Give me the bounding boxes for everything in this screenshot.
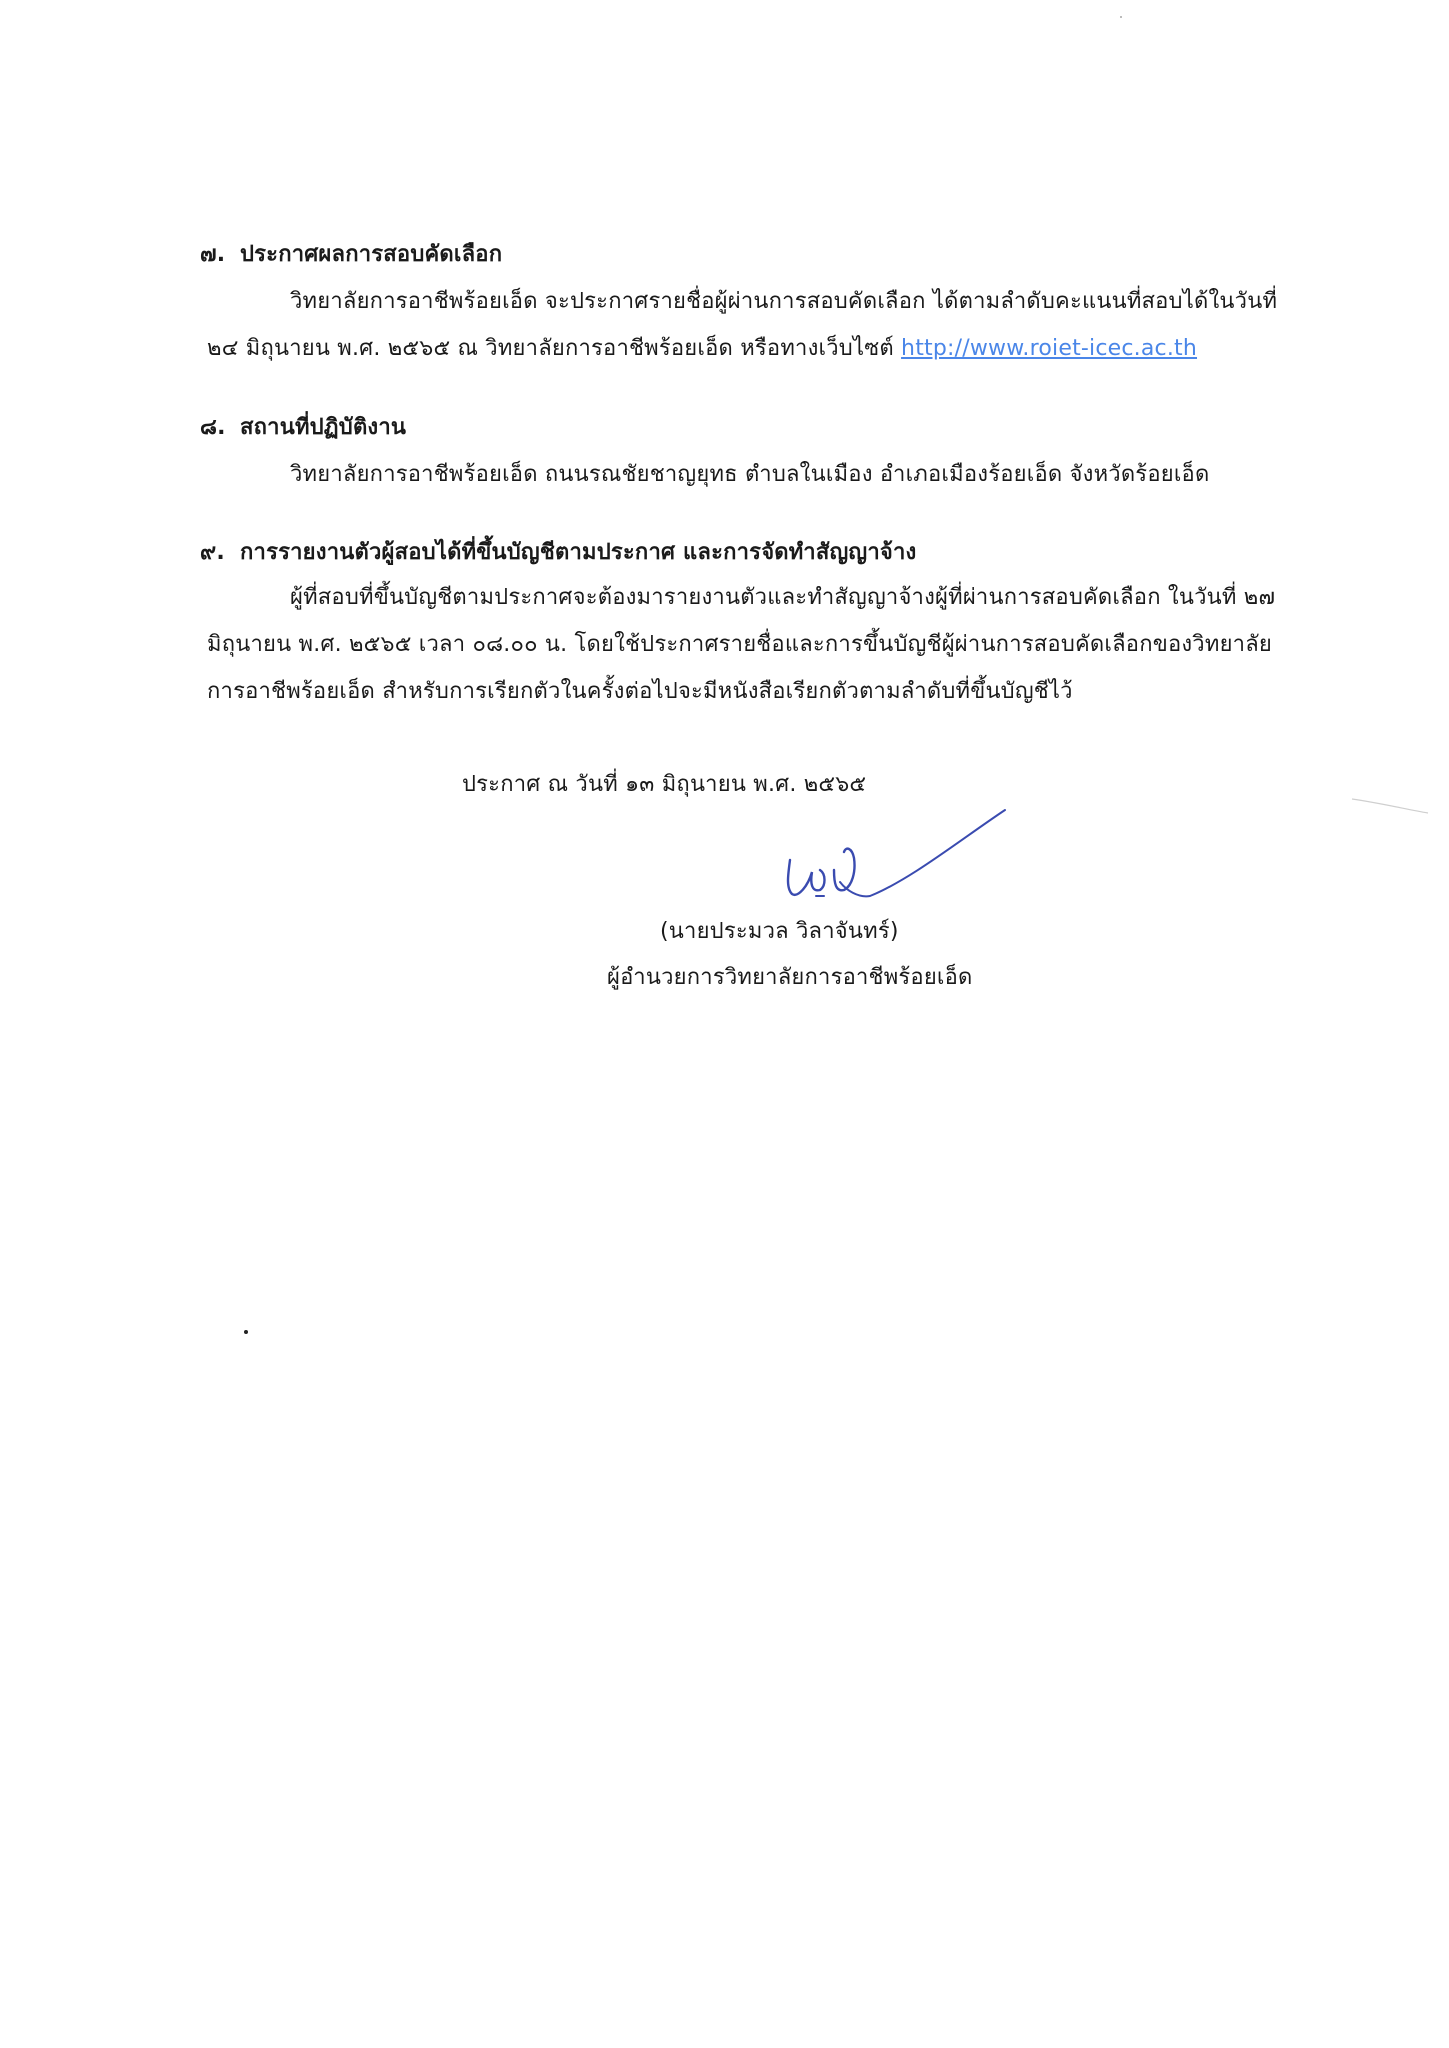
section-8-heading: [200, 413, 406, 443]
section-7-title: ประกาศผลการสอบคัดเลือก: [240, 242, 503, 267]
section-9-number: ๙.: [200, 540, 225, 565]
website-link[interactable]: http://www.roiet-icec.ac.th: [901, 336, 1198, 361]
section-7-line-2: [207, 334, 1197, 364]
scan-mark: [1350, 795, 1430, 815]
section-7-heading: [200, 240, 502, 270]
signature-image: [760, 800, 1020, 920]
section-8-title: สถานที่ปฏิบัติงาน: [240, 415, 407, 440]
announcement-date: ประกาศ ณ วันที่ ๑๓ มิถุนายน พ.ศ. ๒๕๖๕: [462, 772, 867, 797]
section-9-title: การรายงานตัวผู้สอบได้ที่ขึ้นบัญชีตามประกาศ และการจัดทำสัญญาจ้าง: [240, 540, 917, 565]
section-9-line-2: มิถุนายน พ.ศ. ๒๕๖๕ เวลา ๐๘.๐๐ น. โดยใช้ประกาศรายชื่อและการขึ้นบัญชีผู้ผ่านการสอบคัดเลือกของวิทยาลัย: [207, 632, 1272, 657]
section-9-heading: [200, 538, 917, 568]
section-7-line-1: วิทยาลัยการอาชีพร้อยเอ็ด จะประกาศรายชื่อผู้ผ่านการสอบคัดเลือก ได้ตามลำดับคะแนนที่สอบได้ในวันที่: [290, 289, 1278, 314]
scan-speck: [1120, 16, 1122, 18]
scan-speck: [244, 1330, 248, 1334]
section-7-number: ๗.: [200, 242, 226, 267]
section-8-line-1: วิทยาลัยการอาชีพร้อยเอ็ด ถนนรณชัยชาญยุทธ ตำบลในเมือง อำเภอเมืองร้อยเอ็ด จังหวัดร้อยเอ็ด: [290, 462, 1210, 487]
signer-title: ผู้อำนวยการวิทยาลัยการอาชีพร้อยเอ็ด: [607, 965, 973, 990]
signer-name: (นายประมวล วิลาจันทร์): [660, 919, 899, 944]
section-9-line-3: การอาชีพร้อยเอ็ด สำหรับการเรียกตัวในครั้งต่อไปจะมีหนังสือเรียกตัวตามลำดับที่ขึ้นบัญชีไว้: [207, 679, 1073, 704]
section-9-line-1: ผู้ที่สอบที่ขึ้นบัญชีตามประกาศจะต้องมารายงานตัวและทำสัญญาจ้างผู้ที่ผ่านการสอบคัดเลือก ในวันที่ ๒๗: [290, 585, 1276, 610]
section-7-line-2-text: ๒๔ มิถุนายน พ.ศ. ๒๕๖๕ ณ วิทยาลัยการอาชีพร้อยเอ็ด หรือทางเว็บไซต์: [207, 336, 894, 361]
section-8-number: ๘.: [200, 415, 226, 440]
